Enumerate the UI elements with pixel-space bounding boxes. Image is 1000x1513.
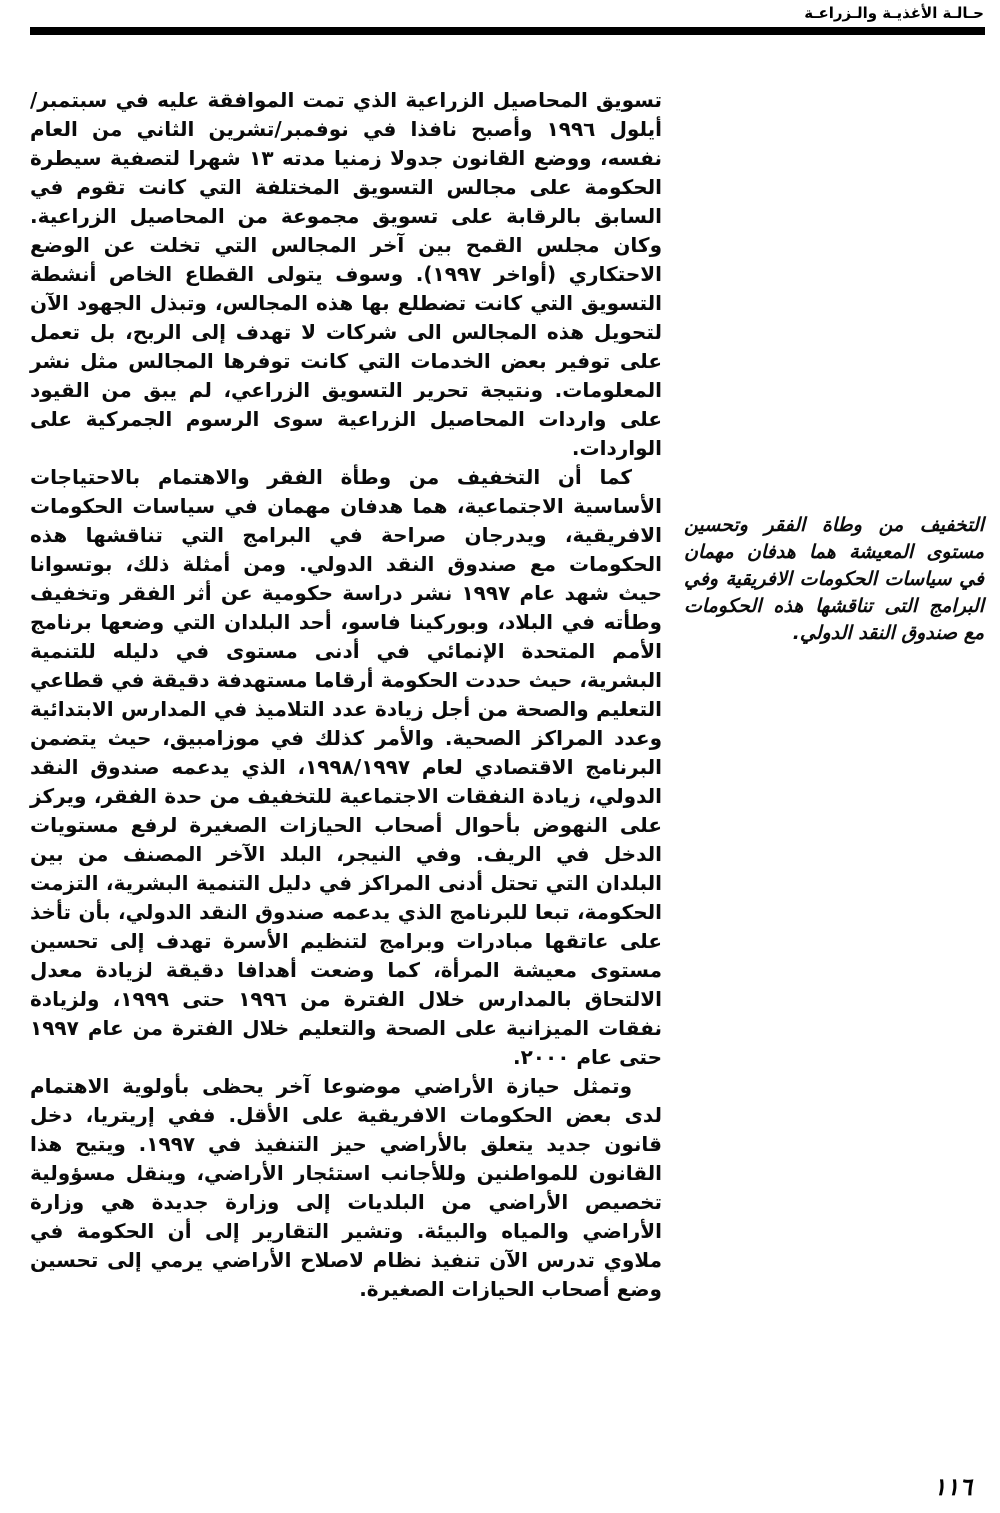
body-paragraph-2: كما أن التخفيف من وطأة الفقر والاهتمام بالاحتياجات الأساسية الاجتماعية، هما هدفان مهمان في سياسات الحكومات الافريقية، ويدرجان صراحة في البرامج التي تناقشها هذه الحكومات مع صندوق النقد الدولي. ومن أمثلة ذلك، بوتسوانا حيث شهد عام ١٩٩٧ نشر دراسة حكومية عن أثر الفقر وتخفيف وطأته في البلاد، وبوركينا فاسو، أحد البلدان التي وضعها برنامج الأمم المتحدة الإنمائي في أدنى مستوى في دليله للتنمية البشرية، حيث حددت الحكومة أرقاما مستهدفة دقيقة في قطاعي التعليم والصحة من أجل زيادة عدد التلاميذ في المدارس الابتدائية وعدد المراكز الصحية. والأمر كذلك في موزامبيق، حيث يتضمن البرنامج الاقتصادي لعام ١٩٩٨/١٩٩٧، الذي يدعمه صندوق النقد الدولي، زيادة النفقات الاجتماعية للتخفيف من حدة الفقر، ويركز على النهوض بأحوال أصحاب الحيازات الصغيرة لرفع مستويات الدخل في الريف. وفي النيجر، البلد الآخر المصنف من بين البلدان التي تحتل أدنى المراكز في دليل التنمية البشرية، التزمت الحكومة، تبعا للبرنامج الذي يدعمه صندوق النقد الدولي، بأن تأخذ على عاتقها مبادرات وبرامج لتنظيم الأسرة تهدف إلى تحسين مستوى معيشة المرأة، كما وضعت أهدافا دقيقة لزيادة معدل الالتحاق بالمدارس خلال الفترة من ١٩٩٦ حتى ١٩٩٩، ولزيادة نفقات الميزانية على الصحة والتعليم خلال الفترة من عام ١٩٩٧ حتى عام ٢٠٠٠. [30, 465, 662, 1069]
running-header: حـالـة الأغذيـة والـزراعـة [804, 4, 984, 22]
header-rule [30, 27, 985, 35]
body-text-column [30, 86, 662, 1304]
body-paragraph-3: وتمثل حيازة الأراضي موضوعا آخر يحظى بأولوية الاهتمام لدى بعض الحكومات الافريقية على الأقل. ففي إريتريا، دخل قانون جديد يتعلق بالأراضي حيز التنفيذ في ١٩٩٧. ويتيح هذا القانون للمواطنين وللأجانب استئجار الأراضي، وينقل مسؤولية تخصيص الأراضي من البلديات إلى وزارة جديدة هي وزارة الأراضي والمياه والبيئة. وتشير التقارير إلى أن الحكومة في ملاوي تدرس الآن تنفيذ نظام لاصلاح الأراضي يرمي إلى تحسين وضع أصحاب الحيازات الصغيرة. [30, 1074, 663, 1301]
page-number: ١١٦ [933, 1473, 972, 1501]
body-paragraph-1: تسويق المحاصيل الزراعية الذي تمت الموافقة عليه في سبتمبر/أيلول ١٩٩٦ وأصبح نافذا في نوفمبر/تشرين الثاني من العام نفسه، ووضع القانون جدولا زمنيا مدته ١٣ شهرا لتصفية سيطرة الحكومة على مجالس التسويق المختلفة التي كانت تقوم في السابق بالرقابة على تسويق مجموعة من المحاصيل الزراعية. وكان مجلس القمح بين آخر المجالس التي تخلت عن الوضع الاحتكاري (أواخر ١٩٩٧). وسوف يتولى القطاع الخاص أنشطة التسويق التي كانت تضطلع بها هذه المجالس، وتبذل الجهود الآن لتحويل هذه المجالس الى شركات لا تهدف إلى الربح، بل تعمل على توفير بعض الخدمات التي كانت توفرها المجالس مثل نشر المعلومات. ونتيجة تحرير التسويق الزراعي، لم يبق من القيود على واردات المحاصيل الزراعية سوى الرسوم الجمركية على الواردات. [30, 88, 663, 460]
margin-pull-quote: التخفيف من وطاة الفقر وتحسين مستوى المعيشة هما هدفان مهمان في سياسات الحكومات الافريقية وفي البرامج التى تناقشها هذه الحكومات مع صندوق النقد الدولي. [684, 514, 984, 644]
